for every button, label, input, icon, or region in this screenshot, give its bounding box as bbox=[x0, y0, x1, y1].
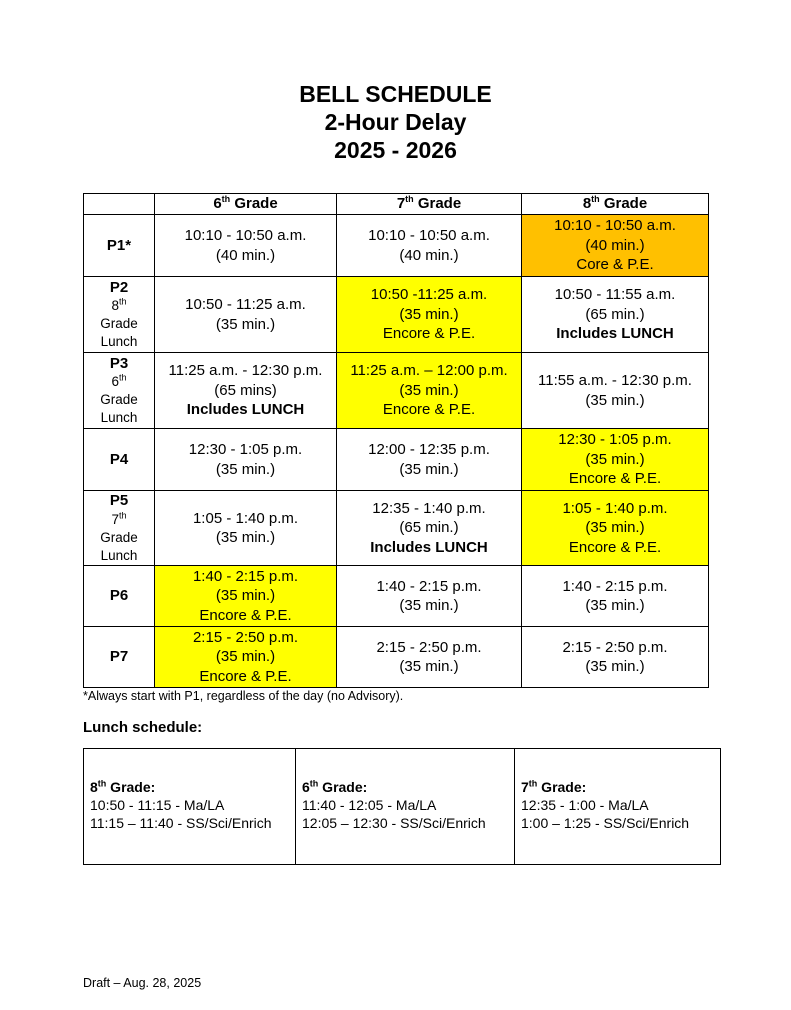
schedule-cell-line: 1:05 - 1:40 p.m. bbox=[192, 509, 299, 527]
lunch-schedule-table bbox=[83, 748, 721, 865]
schedule-cell-line: 11:25 a.m. – 12:00 p.m. bbox=[350, 362, 508, 380]
period-row bbox=[84, 215, 709, 277]
schedule-cell bbox=[155, 491, 337, 566]
period-lunch-note: Grade bbox=[100, 529, 138, 545]
schedule-cell bbox=[337, 566, 522, 627]
schedule-cell bbox=[522, 627, 709, 688]
schedule-cell-line: 12:30 - 1:05 p.m. bbox=[558, 431, 672, 449]
title-line-1: BELL SCHEDULE bbox=[299, 81, 492, 107]
schedule-cell-line: 10:10 - 10:50 a.m. bbox=[184, 227, 307, 244]
lunch-block bbox=[84, 749, 296, 865]
lunch-block bbox=[296, 749, 515, 865]
schedule-cell bbox=[522, 215, 709, 277]
lunch-line: 10:50 - 11:15 - Ma/LA bbox=[90, 796, 225, 813]
schedule-cell-line: Encore & P.E. bbox=[568, 470, 662, 488]
schedule-cell bbox=[337, 215, 522, 277]
schedule-cell-line: 10:10 - 10:50 a.m. bbox=[368, 227, 490, 244]
lunch-line: 12:35 - 1:00 - Ma/LA bbox=[521, 796, 649, 813]
schedule-cell-line: Encore & P.E. bbox=[199, 667, 292, 685]
schedule-cell-line: 10:50 - 11:25 a.m. bbox=[185, 296, 306, 313]
schedule-cell-line: Core & P.E. bbox=[576, 256, 654, 274]
column-header: 6th Grade bbox=[155, 194, 337, 215]
schedule-cell-line: (35 min.) bbox=[215, 529, 276, 546]
period-label: P1* bbox=[106, 236, 132, 254]
schedule-cell-line: 1:40 - 2:15 p.m. bbox=[562, 577, 668, 595]
schedule-cell bbox=[337, 353, 522, 429]
schedule-cell-line: (35 min.) bbox=[585, 391, 645, 409]
period-label: P3 bbox=[109, 354, 129, 372]
schedule-cell-line: 1:40 - 2:15 p.m. bbox=[192, 567, 299, 585]
schedule-cell-line: (35 min.) bbox=[215, 460, 276, 478]
schedule-cell-line: 1:40 - 2:15 p.m. bbox=[376, 577, 482, 595]
period-label: P6 bbox=[109, 587, 129, 605]
footer-draft-date: Draft – Aug. 28, 2025 bbox=[83, 976, 202, 990]
column-header bbox=[84, 194, 155, 215]
schedule-cell bbox=[522, 277, 709, 353]
lunch-grade: 8th Grade: bbox=[90, 777, 156, 795]
schedule-cell-line: (65 min.) bbox=[399, 519, 459, 537]
schedule-cell-line: 12:30 - 1:05 p.m. bbox=[188, 441, 303, 458]
lunch-grade: 7th Grade: bbox=[521, 777, 587, 795]
period-label-cell bbox=[84, 277, 155, 353]
schedule-cell-line: 10:50 - 11:55 a.m. bbox=[554, 286, 676, 304]
period-lunch-note: 6th bbox=[111, 372, 127, 390]
title-line-3: 2025 - 2026 bbox=[334, 137, 457, 163]
schedule-cell bbox=[155, 566, 337, 627]
lunch-grade: 6th Grade: bbox=[302, 777, 368, 795]
period-label-cell bbox=[84, 627, 155, 688]
lunch-heading: Lunch schedule: bbox=[83, 719, 203, 736]
schedule-cell bbox=[337, 627, 522, 688]
period-row bbox=[84, 566, 709, 627]
header-row bbox=[84, 194, 709, 215]
column-header: 7th Grade bbox=[337, 194, 522, 215]
schedule-cell-line: (35 min.) bbox=[585, 450, 645, 468]
schedule-cell-line: (35 min.) bbox=[215, 648, 276, 666]
period-label-cell bbox=[84, 566, 155, 627]
schedule-cell-line: 11:25 a.m. - 12:30 p.m. bbox=[168, 362, 323, 380]
footnote: *Always start with P1, regardless of the day (no Advisory). bbox=[83, 689, 404, 703]
period-row bbox=[84, 353, 709, 429]
schedule-cell bbox=[522, 491, 709, 566]
schedule-cell-line: Includes LUNCH bbox=[556, 325, 674, 343]
period-label: P2 bbox=[109, 278, 129, 296]
lunch-row bbox=[84, 749, 721, 865]
schedule-cell-line: 2:15 - 2:50 p.m. bbox=[562, 638, 668, 656]
column-header: 8th Grade bbox=[522, 194, 709, 215]
schedule-cell-line: Encore & P.E. bbox=[199, 606, 292, 624]
schedule-cell-line: Includes LUNCH bbox=[370, 538, 488, 556]
period-label-cell bbox=[84, 429, 155, 491]
schedule-cell-line: Encore & P.E. bbox=[382, 401, 476, 419]
schedule-cell bbox=[155, 353, 337, 429]
schedule-cell-line: (35 min.) bbox=[399, 460, 459, 478]
schedule-cell-line: (35 min.) bbox=[585, 519, 645, 537]
lunch-line: 1:00 – 1:25 - SS/Sci/Enrich bbox=[521, 814, 690, 831]
lunch-line: 11:40 - 12:05 - Ma/LA bbox=[302, 796, 437, 813]
bell-schedule-table bbox=[83, 193, 709, 688]
schedule-cell-line: 12:00 - 12:35 p.m. bbox=[368, 441, 490, 458]
schedule-cell bbox=[155, 277, 337, 353]
period-lunch-note: 8th bbox=[111, 296, 127, 314]
schedule-cell-line: (65 mins) bbox=[214, 381, 277, 399]
schedule-cell bbox=[337, 277, 522, 353]
schedule-cell-line: 2:15 - 2:50 p.m. bbox=[376, 638, 482, 656]
schedule-cell-line: 2:15 - 2:50 p.m. bbox=[192, 628, 299, 646]
document-title bbox=[0, 80, 791, 164]
schedule-cell-line: Includes LUNCH bbox=[186, 401, 305, 419]
schedule-cell-line: (35 min.) bbox=[215, 315, 276, 333]
period-lunch-note: Lunch bbox=[100, 334, 138, 350]
period-row bbox=[84, 491, 709, 566]
schedule-cell bbox=[155, 627, 337, 688]
schedule-cell bbox=[522, 353, 709, 429]
schedule-cell-line: (35 min.) bbox=[399, 597, 459, 614]
schedule-cell-line: (35 min.) bbox=[585, 658, 645, 675]
period-lunch-note: 7th bbox=[111, 510, 127, 527]
period-lunch-note: Lunch bbox=[100, 547, 138, 563]
period-label-cell bbox=[84, 491, 155, 566]
schedule-cell-line: 11:55 a.m. - 12:30 p.m. bbox=[538, 372, 692, 389]
period-lunch-note: Grade bbox=[100, 316, 138, 332]
schedule-cell-line: 10:50 -11:25 a.m. bbox=[370, 286, 488, 304]
period-row bbox=[84, 627, 709, 688]
schedule-cell-line: (40 min.) bbox=[215, 246, 276, 264]
period-label: P5 bbox=[109, 492, 129, 510]
schedule-cell-line: 10:10 - 10:50 a.m. bbox=[554, 217, 676, 235]
lunch-line: 12:05 – 12:30 - SS/Sci/Enrich bbox=[302, 814, 486, 831]
schedule-cell-line: (35 min.) bbox=[399, 658, 459, 675]
schedule-cell-line: (40 min.) bbox=[585, 236, 645, 254]
lunch-block bbox=[515, 749, 721, 865]
period-label-cell bbox=[84, 353, 155, 429]
period-label: P4 bbox=[109, 450, 129, 468]
schedule-cell-line: Encore & P.E. bbox=[568, 538, 662, 556]
schedule-cell-line: Encore & P.E. bbox=[382, 325, 476, 343]
schedule-cell-line: (40 min.) bbox=[399, 246, 459, 264]
lunch-line: 11:15 – 11:40 - SS/Sci/Enrich bbox=[90, 814, 272, 831]
schedule-cell-line: 12:35 - 1:40 p.m. bbox=[372, 499, 486, 517]
period-label-cell bbox=[84, 215, 155, 277]
period-lunch-note: Grade bbox=[100, 392, 138, 408]
schedule-cell bbox=[337, 491, 522, 566]
period-row bbox=[84, 277, 709, 353]
period-lunch-note: Lunch bbox=[100, 410, 138, 426]
schedule-cell-line: 1:05 - 1:40 p.m. bbox=[562, 499, 668, 517]
schedule-cell-line: (35 min.) bbox=[215, 587, 276, 605]
schedule-cell bbox=[155, 429, 337, 491]
period-row bbox=[84, 429, 709, 491]
period-label: P7 bbox=[109, 648, 129, 666]
schedule-cell bbox=[155, 215, 337, 277]
schedule-cell-line: (65 min.) bbox=[585, 305, 645, 323]
schedule-cell bbox=[522, 566, 709, 627]
schedule-cell-line: (35 min.) bbox=[399, 381, 459, 399]
schedule-cell-line: (35 min.) bbox=[399, 305, 459, 323]
schedule-cell-line: (35 min.) bbox=[585, 597, 645, 614]
title-line-2: 2-Hour Delay bbox=[324, 109, 467, 135]
schedule-cell bbox=[337, 429, 522, 491]
schedule-cell bbox=[522, 429, 709, 491]
